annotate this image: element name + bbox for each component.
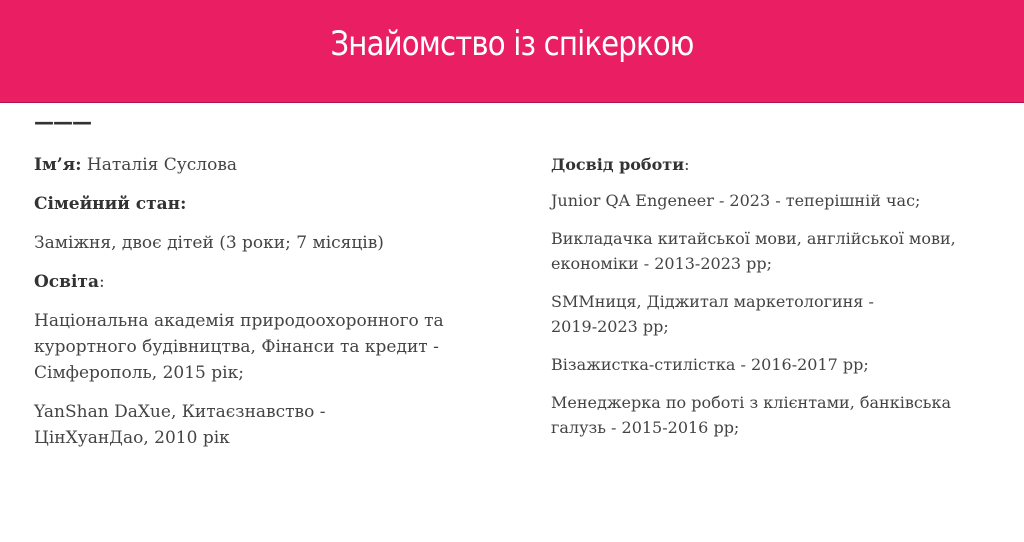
- experience-item: SMMниця, Діджитал маркетологиня - 2019-2023 рр;: [551, 292, 874, 336]
- education-heading: [34, 269, 504, 295]
- education-item: Національна академія природоохоронного та курортного будівництва, Фінанси та кредит - Сімферополь, 2015 рік;: [34, 311, 444, 383]
- divider: ———: [34, 110, 91, 134]
- name-value: Наталія Суслова: [81, 155, 238, 175]
- education-colon: :: [98, 272, 105, 292]
- experience-item: Junior QA Engeneer - 2023 - теперішній час;: [551, 191, 921, 210]
- name-label: Ім’я:: [34, 155, 82, 175]
- left-column: [34, 152, 504, 464]
- experience-item: Візажистка-стилістка - 2016-2017 рр;: [551, 355, 869, 374]
- experience-label: Досвід роботи: [551, 155, 685, 174]
- experience-item: Менеджерка по роботі з клієнтами, банківська галузь - 2015-2016 рр;: [551, 393, 952, 437]
- page-title: Знайомство із спікеркою: [330, 24, 694, 64]
- education-label: Освіта: [34, 272, 99, 292]
- header-bar: [0, 0, 1024, 103]
- experience-heading: [551, 152, 1011, 177]
- family-status-label: Сімейний стан:: [34, 194, 187, 214]
- education-item: YanShan DaXue, Китаєзнавство - ЦінХуанДао, 2010 рік: [34, 402, 326, 448]
- name-line: [34, 152, 504, 178]
- family-status-value: Заміжня, двоє дітей (3 роки; 7 місяців): [34, 233, 384, 253]
- right-column: [551, 152, 1011, 453]
- experience-item: Викладачка китайської мови, англійської мови, економіки - 2013-2023 рр;: [551, 229, 956, 273]
- experience-colon: :: [684, 155, 690, 174]
